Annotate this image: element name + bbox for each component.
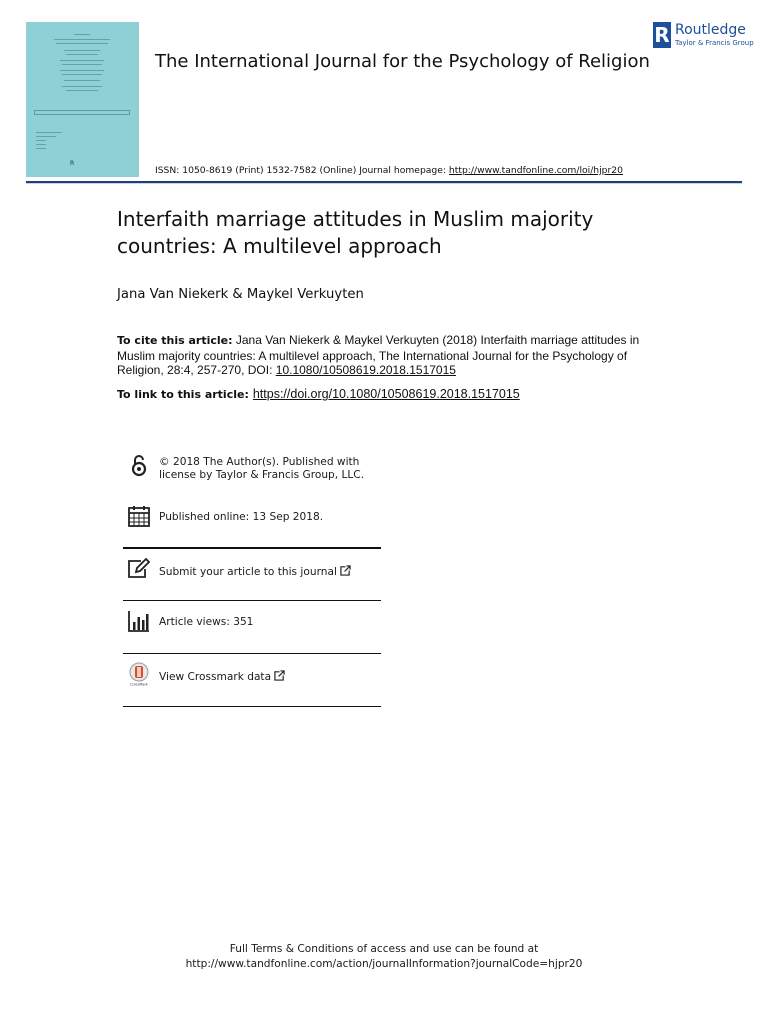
footer-terms-url[interactable]: http://www.tandfonline.com/action/journalInformation?journalCode=hjpr20 xyxy=(185,958,583,970)
submit-article-link[interactable] xyxy=(123,548,381,601)
svg-text:R: R xyxy=(654,23,670,47)
footer-terms-line: Full Terms & Conditions of access and use can be found at xyxy=(229,943,539,955)
published-online-text: Published online: 13 Sep 2018. xyxy=(159,511,324,523)
citation-doi-link[interactable]: 10.1080/10508619.2018.1517015 xyxy=(275,363,456,378)
publisher-name: Routledge xyxy=(675,22,746,38)
open-access-icon xyxy=(127,453,151,477)
article-authors: Jana Van Niekerk & Maykel Verkuyten xyxy=(117,287,364,302)
crossmark-text: View Crossmark data xyxy=(159,670,379,684)
footer-terms xyxy=(0,942,768,972)
crossmark-icon xyxy=(127,662,151,686)
journal-homepage-link[interactable]: http://www.tandfonline.com/loi/hjpr20 xyxy=(448,165,623,176)
article-views-text: Article views: 351 xyxy=(159,616,254,628)
citation-text: Jana Van Niekerk & Maykel Verkuyten (2018) Interfaith marriage attitudes in Muslim majority countries: A multilevel approach, The International Journal for the Psychology of Religion, 28:4, 257-270, DOI: xyxy=(117,333,640,378)
license-text: © 2018 The Author(s). Published with license by Taylor & Francis Group, LLC. xyxy=(159,456,365,481)
article-views xyxy=(123,601,381,654)
routledge-r-icon xyxy=(653,22,671,48)
journal-cover-image: R xyxy=(26,22,139,177)
open-access-license xyxy=(123,445,381,496)
issn-line xyxy=(155,165,623,176)
publisher-logo xyxy=(653,20,753,50)
calendar-icon xyxy=(127,504,151,528)
crossmark-link[interactable] xyxy=(123,654,381,707)
citation-block xyxy=(117,333,647,378)
submit-article-text: Submit your article to this journal xyxy=(159,565,379,579)
citation-label: To cite this article: xyxy=(117,334,233,347)
journal-title: The International Journal for the Psychology of Religion xyxy=(155,51,650,72)
article-link-block xyxy=(117,387,520,401)
article-title: Interfaith marriage attitudes in Muslim majority countries: A multilevel approach xyxy=(117,207,594,258)
article-link-label: To link to this article: xyxy=(117,388,249,401)
publisher-subtitle: Taylor & Francis Group xyxy=(675,39,754,47)
header-divider-shadow xyxy=(26,183,742,184)
article-info-list xyxy=(123,445,381,707)
external-link-icon xyxy=(340,565,351,576)
bar-chart-icon xyxy=(127,609,151,633)
article-doi-url-link[interactable]: https://doi.org/10.1080/10508619.2018.1517015 xyxy=(252,387,520,401)
issn-text: ISSN: 1050-8619 (Print) 1532-7582 (Online) Journal homepage: xyxy=(155,165,449,176)
external-link-icon xyxy=(274,670,285,681)
svg-text:CrossMark: CrossMark xyxy=(130,682,148,686)
published-online xyxy=(123,496,381,548)
edit-icon xyxy=(127,557,151,581)
